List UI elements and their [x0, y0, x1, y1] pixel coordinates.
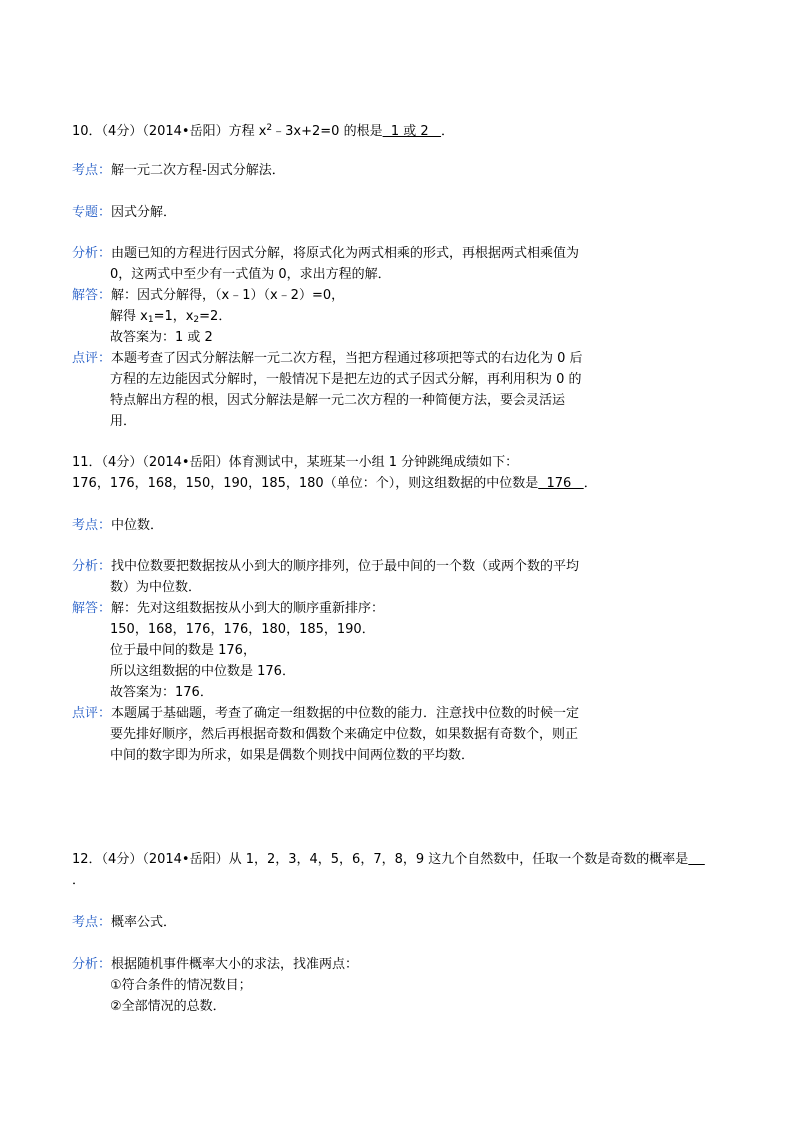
kaodian-label: 考点：: [72, 915, 112, 930]
jieda-label: 解答：: [72, 601, 112, 616]
q10-stem: 10．（4分）（2014•岳阳）方程 $x^2﹣3x+2=0$ 的根是 1 或 2 ．: [72, 123, 455, 139]
dianping-label: 点评：: [72, 706, 112, 721]
q12-kaodian: 考点：概率公式．: [72, 915, 177, 930]
fenxi-label: 分析：: [72, 246, 112, 261]
dianping-label: 点评：: [72, 351, 112, 366]
q11-stem-line2: 176，176，168，150，190，185，180（单位：个），则这组数据的中位数是 176 ．: [72, 476, 597, 491]
q10-fenxi-line2: 0，这两式中至少有一式值为 0，求出方程的解．: [110, 267, 391, 282]
q10-jieda: 解答：解：因式分解得，（x﹣1）（x﹣2）=0，: [72, 288, 345, 303]
kaodian-label: 考点：: [72, 163, 112, 178]
q11-kaodian: 考点：中位数．: [72, 518, 164, 533]
q11-dianping-line2: 要先排好顺序，然后再根据奇数和偶数个来确定中位数，如果数据有奇数个，则正: [110, 727, 579, 742]
q10-fenxi: 分析：由题已知的方程进行因式分解，将原式化为两式相乘的形式，再根据两式相乘值为: [72, 246, 580, 261]
fenxi-label: 分析：: [72, 559, 112, 574]
kaodian-label: 考点：: [72, 518, 112, 533]
q12-stem-line2: ．: [72, 873, 86, 888]
q11-jieda-line2: 150，168，176，176，180，185，190．: [110, 622, 375, 637]
q10-dianping-line2: 方程的左边能因式分解时，一般情况下是把左边的式子因式分解，再利用积为 0 的: [110, 372, 582, 387]
q12-answer-blank: [688, 852, 705, 867]
q10-zhuanti: 专题：因式分解．: [72, 205, 177, 220]
q10-dianping-line4: 用．: [110, 414, 137, 429]
q11-jieda-line5: 故答案为：176．: [110, 685, 213, 700]
q10-jieda-line2: 解得 $x_1=1$，$x_2=2$．: [110, 309, 232, 325]
q11-jieda-line4: 所以这组数据的中位数是 176．: [110, 664, 295, 679]
q11-stem: 11．（4分）（2014•岳阳）体育测试中，某班某一小组 1 分钟跳绳成绩如下：: [72, 455, 519, 470]
fenxi-label: 分析：: [72, 957, 112, 972]
q11-answer-blank: 176: [538, 476, 584, 491]
q10-dianping: 点评：本题考查了因式分解法解一元二次方程，当把方程通过移项把等式的右边化为 0 后: [72, 351, 583, 366]
q10-answer-blank: 1 或 2: [382, 124, 442, 139]
q10-jieda-line3: 故答案为：1 或 2: [110, 330, 213, 345]
q10-dianping-line3: 特点解出方程的根，因式分解法是解一元二次方程的一种简便方法，要会灵活运: [110, 393, 566, 408]
q12-fenxi: 分析：根据随机事件概率大小的求法，找准两点：: [72, 957, 359, 972]
q12-fenxi-line3: ②全部情况的总数．: [110, 999, 226, 1014]
jieda-label: 解答：: [72, 288, 112, 303]
q11-jieda-line3: 位于最中间的数是 176，: [110, 643, 256, 658]
q11-fenxi: 分析：找中位数要把数据按从小到大的顺序排列，位于最中间的一个数（或两个数的平均: [72, 559, 580, 574]
zhuanti-label: 专题：: [72, 205, 112, 220]
q12-stem: 12．（4分）（2014•岳阳）从 1，2，3，4，5，6，7，8，9 这九个自然数中，任取一个数是奇数的概率是: [72, 851, 705, 869]
q10-kaodian: 考点：解一元二次方程-因式分解法．: [72, 163, 285, 178]
q12-fenxi-line2: ①符合条件的情况数目；: [110, 978, 252, 993]
q11-dianping-line3: 中间的数字即为所求，如果是偶数个则找中间两位数的平均数．: [110, 748, 475, 763]
q11-fenxi-line2: 数）为中位数．: [110, 580, 202, 595]
q11-jieda: 解答：解：先对这组数据按从小到大的顺序重新排序：: [72, 601, 385, 616]
q11-dianping: 点评：本题属于基础题，考查了确定一组数据的中位数的能力．注意找中位数的时候一定: [72, 706, 580, 721]
